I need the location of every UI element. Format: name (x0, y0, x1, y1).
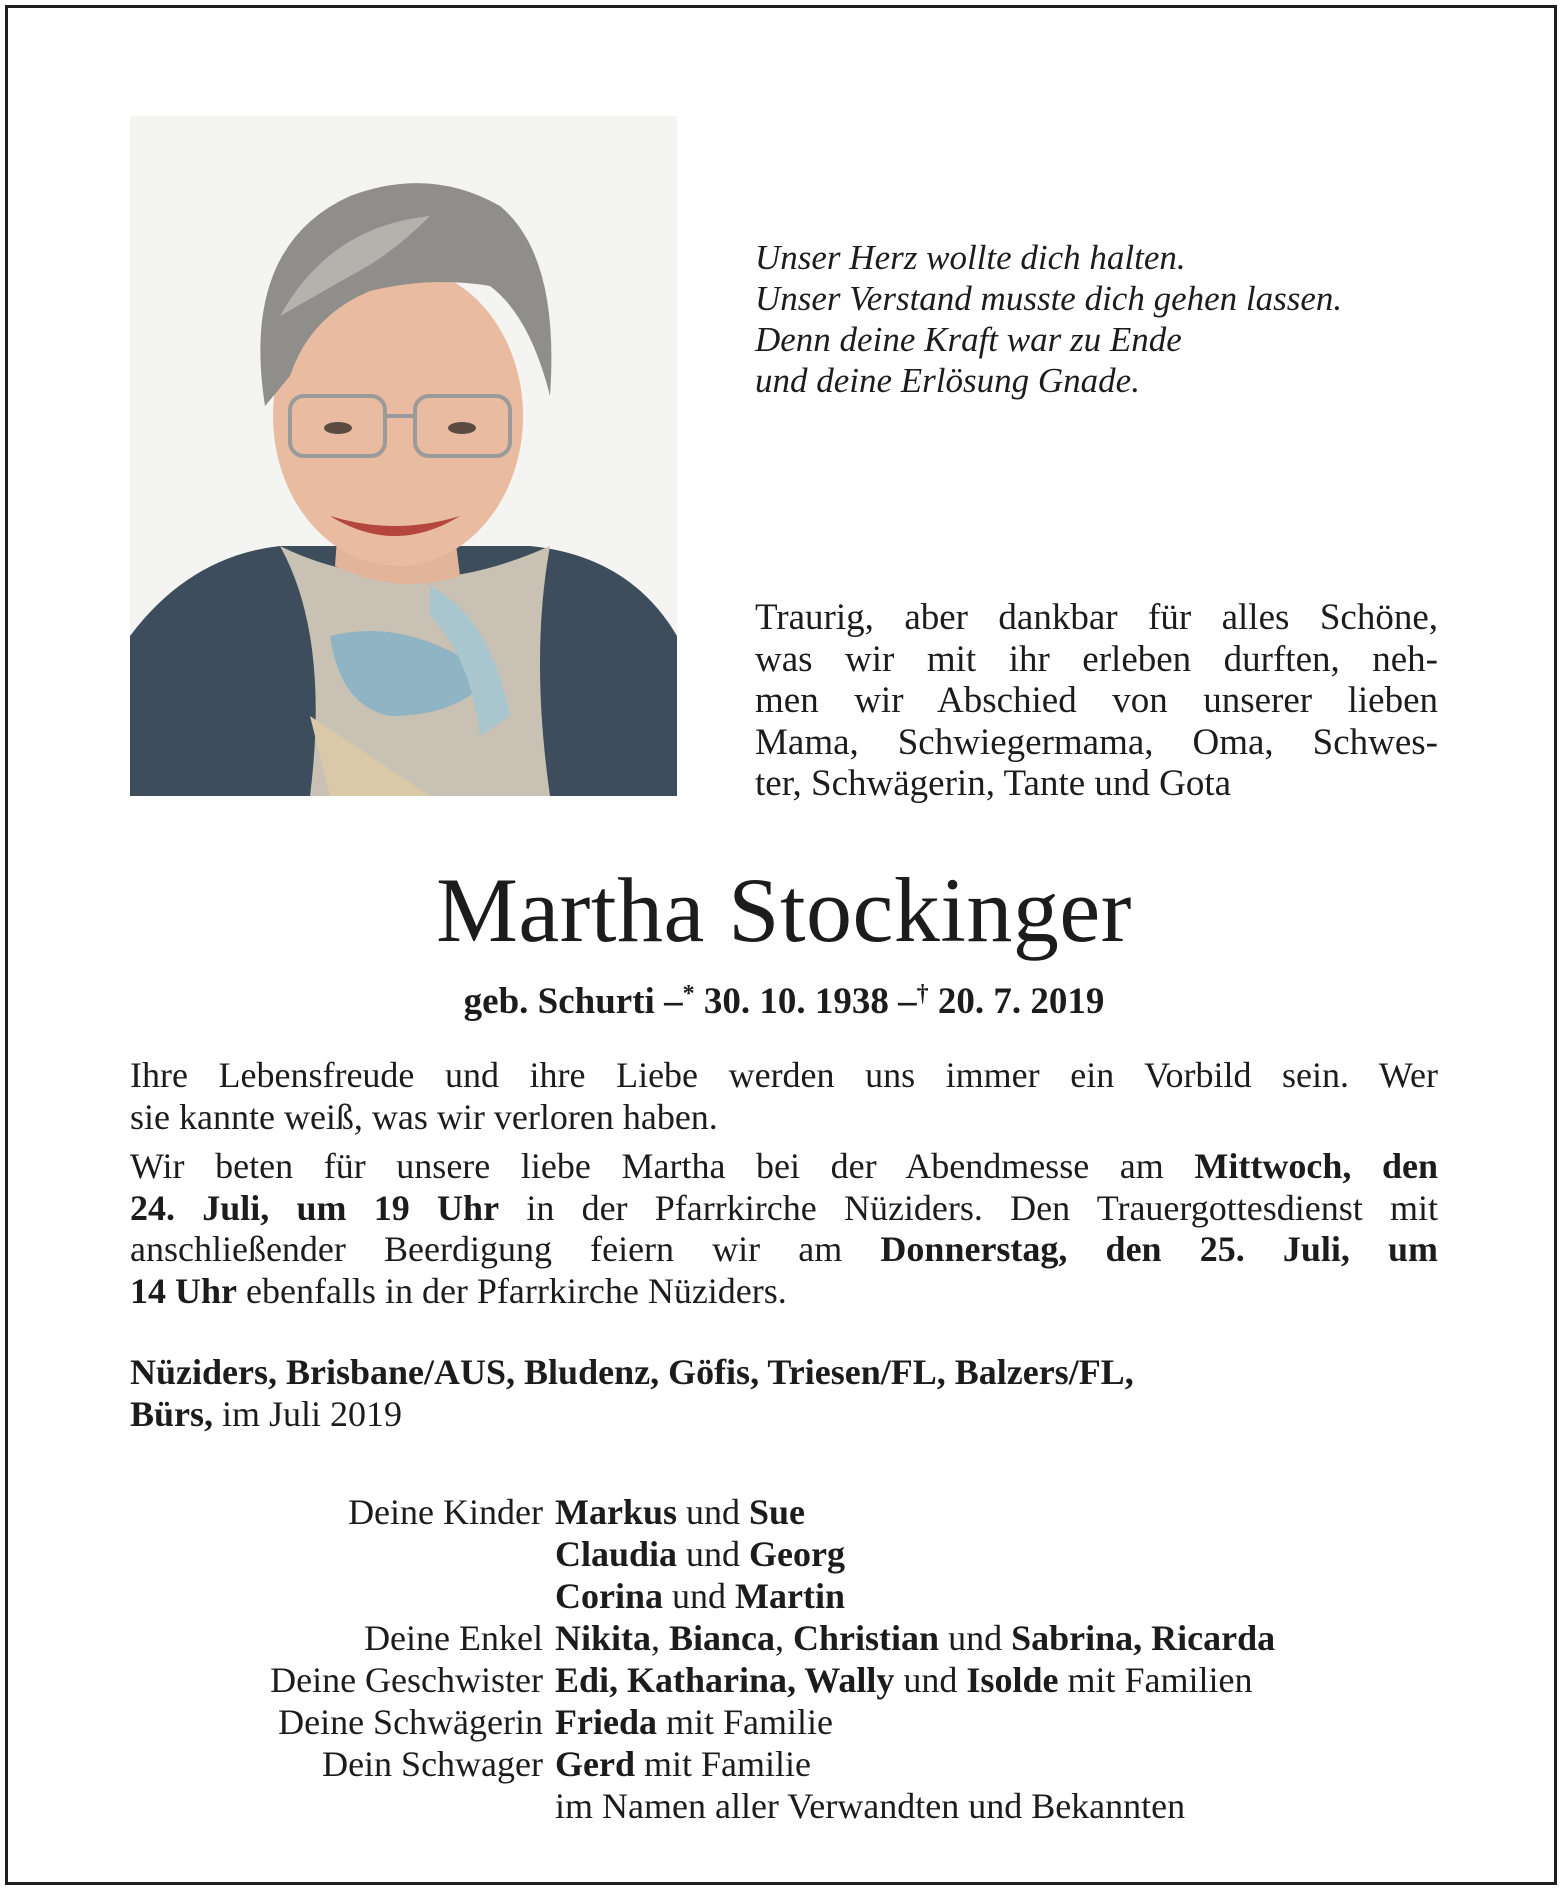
mourner-row (130, 1575, 1438, 1617)
intro-line: men wir Abschied von unserer lieben (755, 680, 1438, 721)
places-bold: Nüziders, Brisbane/AUS, Bludenz, Göfis, Triesen/FL, Balzers/FL, (130, 1352, 1134, 1392)
birth-name: geb. Schurti (463, 981, 655, 1022)
mourner-row (130, 1533, 1438, 1575)
intro-line: ter, Schwägerin, Tante und Gota (755, 763, 1232, 804)
body-line: Ihre Lebensfreude und ihre Liebe werden uns immer ein Vorbild sein. Wer (130, 1055, 1438, 1095)
places-line (130, 1394, 1438, 1436)
body-text-run: in der Pfarrkirche Nüziders. Den Trauergottesdienst mit (526, 1187, 1438, 1228)
deceased-name: Martha Stockinger (436, 859, 1132, 961)
mourner-row (130, 1491, 1438, 1533)
places-bold: Bürs, (130, 1393, 214, 1434)
mourner-label: Deine Geschwister (270, 1660, 543, 1700)
places-date (130, 1352, 1438, 1435)
mourner-label: Dein Schwager (322, 1744, 543, 1784)
mourner-row (130, 1785, 1438, 1827)
intro-text (755, 597, 1438, 805)
poem-line: und deine Erlösung Gnade. (755, 361, 1140, 400)
separator: – (664, 981, 683, 1022)
mourners-list (130, 1491, 1438, 1827)
mourner-names: Nikita, Bianca, Christian und Sabrina, Ricarda (555, 1618, 1276, 1658)
mourner-names: Gerd mit Familie (555, 1744, 811, 1784)
poem-line: Unser Herz wollte dich halten. (755, 238, 1186, 277)
mourner-label (130, 1575, 555, 1617)
body-bold-run: Donnerstag, den 25. Juli, um (880, 1229, 1438, 1269)
mourner-row (130, 1701, 1438, 1743)
poem-line: Unser Verstand musste dich gehen lassen. (755, 279, 1343, 318)
body-text (130, 1055, 1438, 1435)
body-line: sie kannte weiß, was wir verloren haben. (130, 1096, 718, 1137)
places-line (130, 1352, 1438, 1394)
body-bold-run: 24. Juli, um 19 Uhr (130, 1187, 500, 1228)
death-symbol: † (916, 981, 929, 1007)
birth-symbol: * (682, 981, 695, 1007)
death-date: 20. 7. 2019 (937, 981, 1105, 1022)
place-date: im Juli 2019 (222, 1393, 403, 1434)
poem-verse (755, 237, 1515, 401)
body-line (130, 1188, 1438, 1230)
intro-line: was wir mit ihr erleben durften, neh- (755, 638, 1438, 680)
body-line (130, 1146, 1438, 1188)
mourner-label (130, 1785, 555, 1827)
service-paragraph (130, 1146, 1438, 1312)
body-text-run: anschließender Beerdigung feiern wir am (130, 1229, 843, 1269)
body-bold-run: 14 Uhr (130, 1270, 237, 1311)
mourner-names: Edi, Katharina, Wally und Isolde mit Familien (555, 1660, 1253, 1700)
poem-line: Denn deine Kraft war zu Ende (755, 320, 1182, 359)
mourner-label: Deine Enkel (364, 1618, 543, 1658)
mourner-names: Frieda mit Familie (555, 1702, 833, 1742)
portrait-illustration (130, 116, 677, 796)
closing-line: im Namen aller Verwandten und Bekannten (555, 1786, 1186, 1826)
mourner-label: Deine Schwägerin (278, 1702, 543, 1742)
life-dates (0, 972, 1568, 1024)
intro-line: Traurig, aber dankbar für alles Schöne, (755, 597, 1438, 638)
mourner-label (130, 1533, 555, 1575)
mourner-names: Corina und Martin (555, 1576, 845, 1616)
birth-date: 30. 10. 1938 (703, 981, 889, 1022)
body-bold-run: Mittwoch, den (1194, 1146, 1438, 1186)
intro-line: Mama, Schwiegermama, Oma, Schwes- (755, 721, 1438, 763)
body-text-run: Wir beten für unsere liebe Martha bei der Abendmesse am (130, 1146, 1164, 1186)
separator: – (898, 981, 917, 1022)
portrait-photo (130, 116, 677, 796)
mourner-names: Claudia und Georg (555, 1534, 846, 1574)
body-line (130, 1229, 1438, 1271)
mourner-row (130, 1659, 1438, 1701)
mourner-label: Deine Kinder (348, 1492, 543, 1532)
body-line (130, 1271, 1438, 1313)
body-text-run: ebenfalls in der Pfarrkirche Nüziders. (246, 1270, 787, 1311)
mourner-row (130, 1617, 1438, 1659)
mourner-row (130, 1743, 1438, 1785)
mourner-names: Markus und Sue (555, 1492, 806, 1532)
